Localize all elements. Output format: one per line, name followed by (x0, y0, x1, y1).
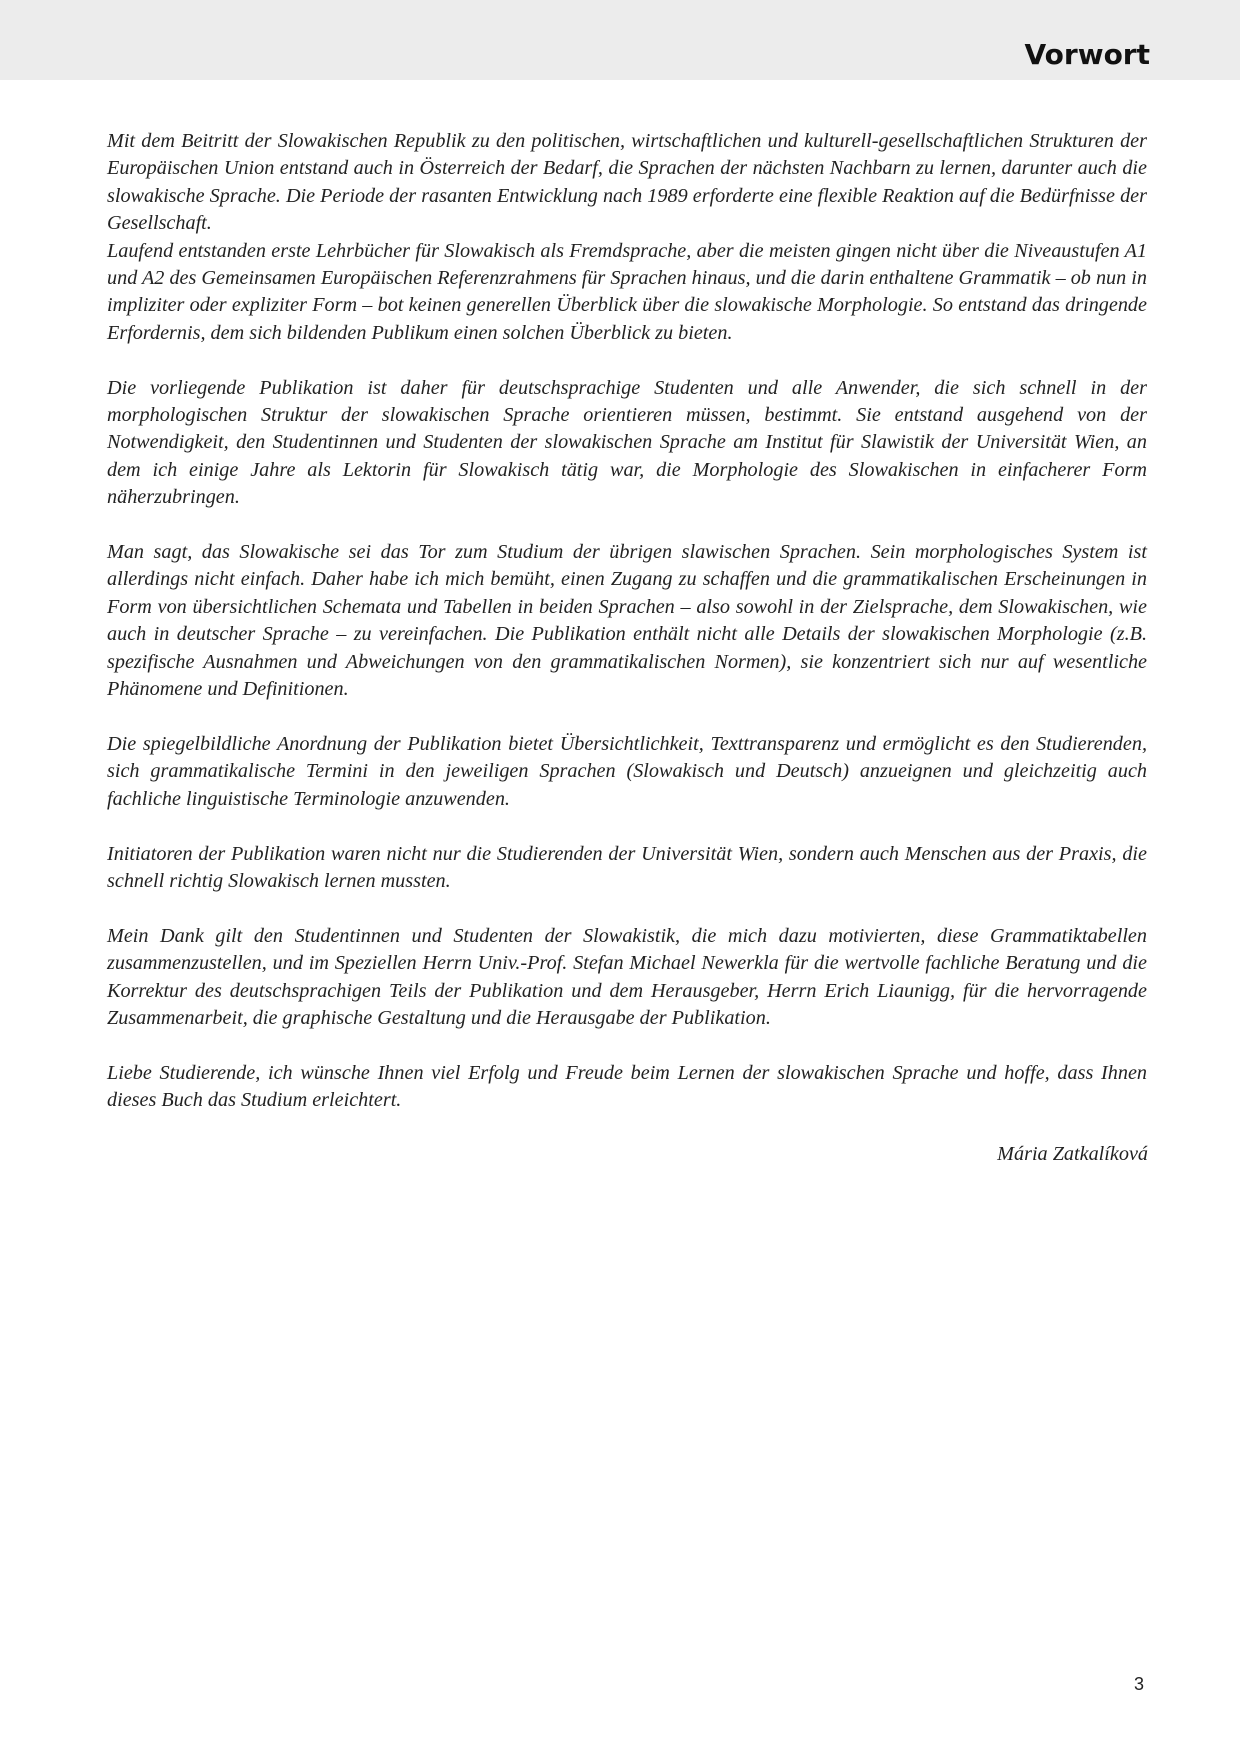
paragraph-4: Man sagt, das Slowakische sei das Tor zum Studium der übrigen slawischen Sprachen. Sein morphologisches System ist allerdings nicht einfach. Daher habe ich mich bemüht, einen Zugang zu schaffen und die grammatikalischen Erscheinungen in Form von übersichtlichen Schemata und Tabellen in beiden Sprachen – also sowohl in der Zielsprache, dem Slowakischen, wie auch in deutscher Sprache – zu vereinfachen. Die Publikation enthält nicht alle Details der slowakischen Morphologie (z.B. spezifische Ausnahmen und Abweichungen von den grammatikalischen Normen), sie konzentriert sich nur auf wesentliche Phänomene und Definitionen. (107, 541, 1147, 701)
paragraph-8: Liebe Studierende, ich wünsche Ihnen viel Erfolg und Freude beim Lernen der slowakischen Sprache und hoffe, dass Ihnen dieses Buch das Studium erleichtert. (107, 1061, 1147, 1112)
page-title: Vorwort (1024, 38, 1150, 71)
paragraph-5: Die spiegelbildliche Anordnung der Publikation bietet Übersichtlichkeit, Texttransparenz und ermöglicht es den Studierenden, sich grammatikalische Termini in den jeweiligen Sprachen (Slowakisch und Deutsch) anzueignen und gleichzeitig auch fachliche linguistische Terminologie anzuwenden. (107, 732, 1147, 810)
preface-body (107, 128, 1147, 1115)
author-signature: Mária Zatkalíková (997, 1143, 1148, 1165)
page-number: 3 (1133, 1674, 1144, 1694)
paragraph-7: Mein Dank gilt den Studentinnen und Studenten der Slowakistik, die mich dazu motivierten, diese Grammatiktabellen zusammenzustellen, und im Speziellen Herrn Univ.-Prof. Stefan Michael Newerkla für die wertvolle fachliche Beratung und die Korrektur des deutschsprachigen Teils der Publikation und dem Herausgeber, Herrn Erich Liaunigg, für die hervorragende Zusammenarbeit, die graphische Gestaltung und die Herausgabe der Publikation. (107, 924, 1147, 1029)
paragraph-1: Mit dem Beitritt der Slowakischen Republik zu den politischen, wirtschaftlichen und kulturell-gesellschaftlichen Strukturen der Europäischen Union entstand auch in Österreich der Bedarf, die Sprachen der nächsten Nachbarn zu lernen, darunter auch die slowakische Sprache. Die Periode der rasanten Entwicklung nach 1989 erforderte eine flexible Reaktion auf die Bedürfnisse der Gesellschaft. (107, 130, 1147, 235)
paragraph-3: Die vorliegende Publikation ist daher für deutschsprachige Studenten und alle Anwender, die sich schnell in der morphologischen Struktur der slowakischen Sprache orientieren müssen, bestimmt. Sie entstand ausgehend von der Notwendigkeit, den Studentinnen und Studenten der slowakischen Sprache am Institut für Slawistik der Universität Wien, an dem ich einige Jahre als Lektorin für Slowakisch tätig war, die Morphologie des Slowakischen in einfacherer Form näherzubringen. (107, 376, 1147, 509)
paragraph-2: Laufend entstanden erste Lehrbücher für Slowakisch als Fremdsprache, aber die meisten gingen nicht über die Niveaustufen A1 und A2 des Gemeinsamen Europäischen Referenzrahmens für Sprachen hinaus, und die darin enthaltene Grammatik – ob nun in impliziter oder expliziter Form – bot keinen generellen Überblick über die slowakische Morphologie. So entstand das dringende Erfordernis, dem sich bildenden Publikum einen solchen Überblick zu bieten. (107, 239, 1147, 344)
paragraph-6: Initiatoren der Publikation waren nicht nur die Studierenden der Universität Wien, sondern auch Menschen aus der Praxis, die schnell richtig Slowakisch lernen mussten. (107, 842, 1147, 892)
